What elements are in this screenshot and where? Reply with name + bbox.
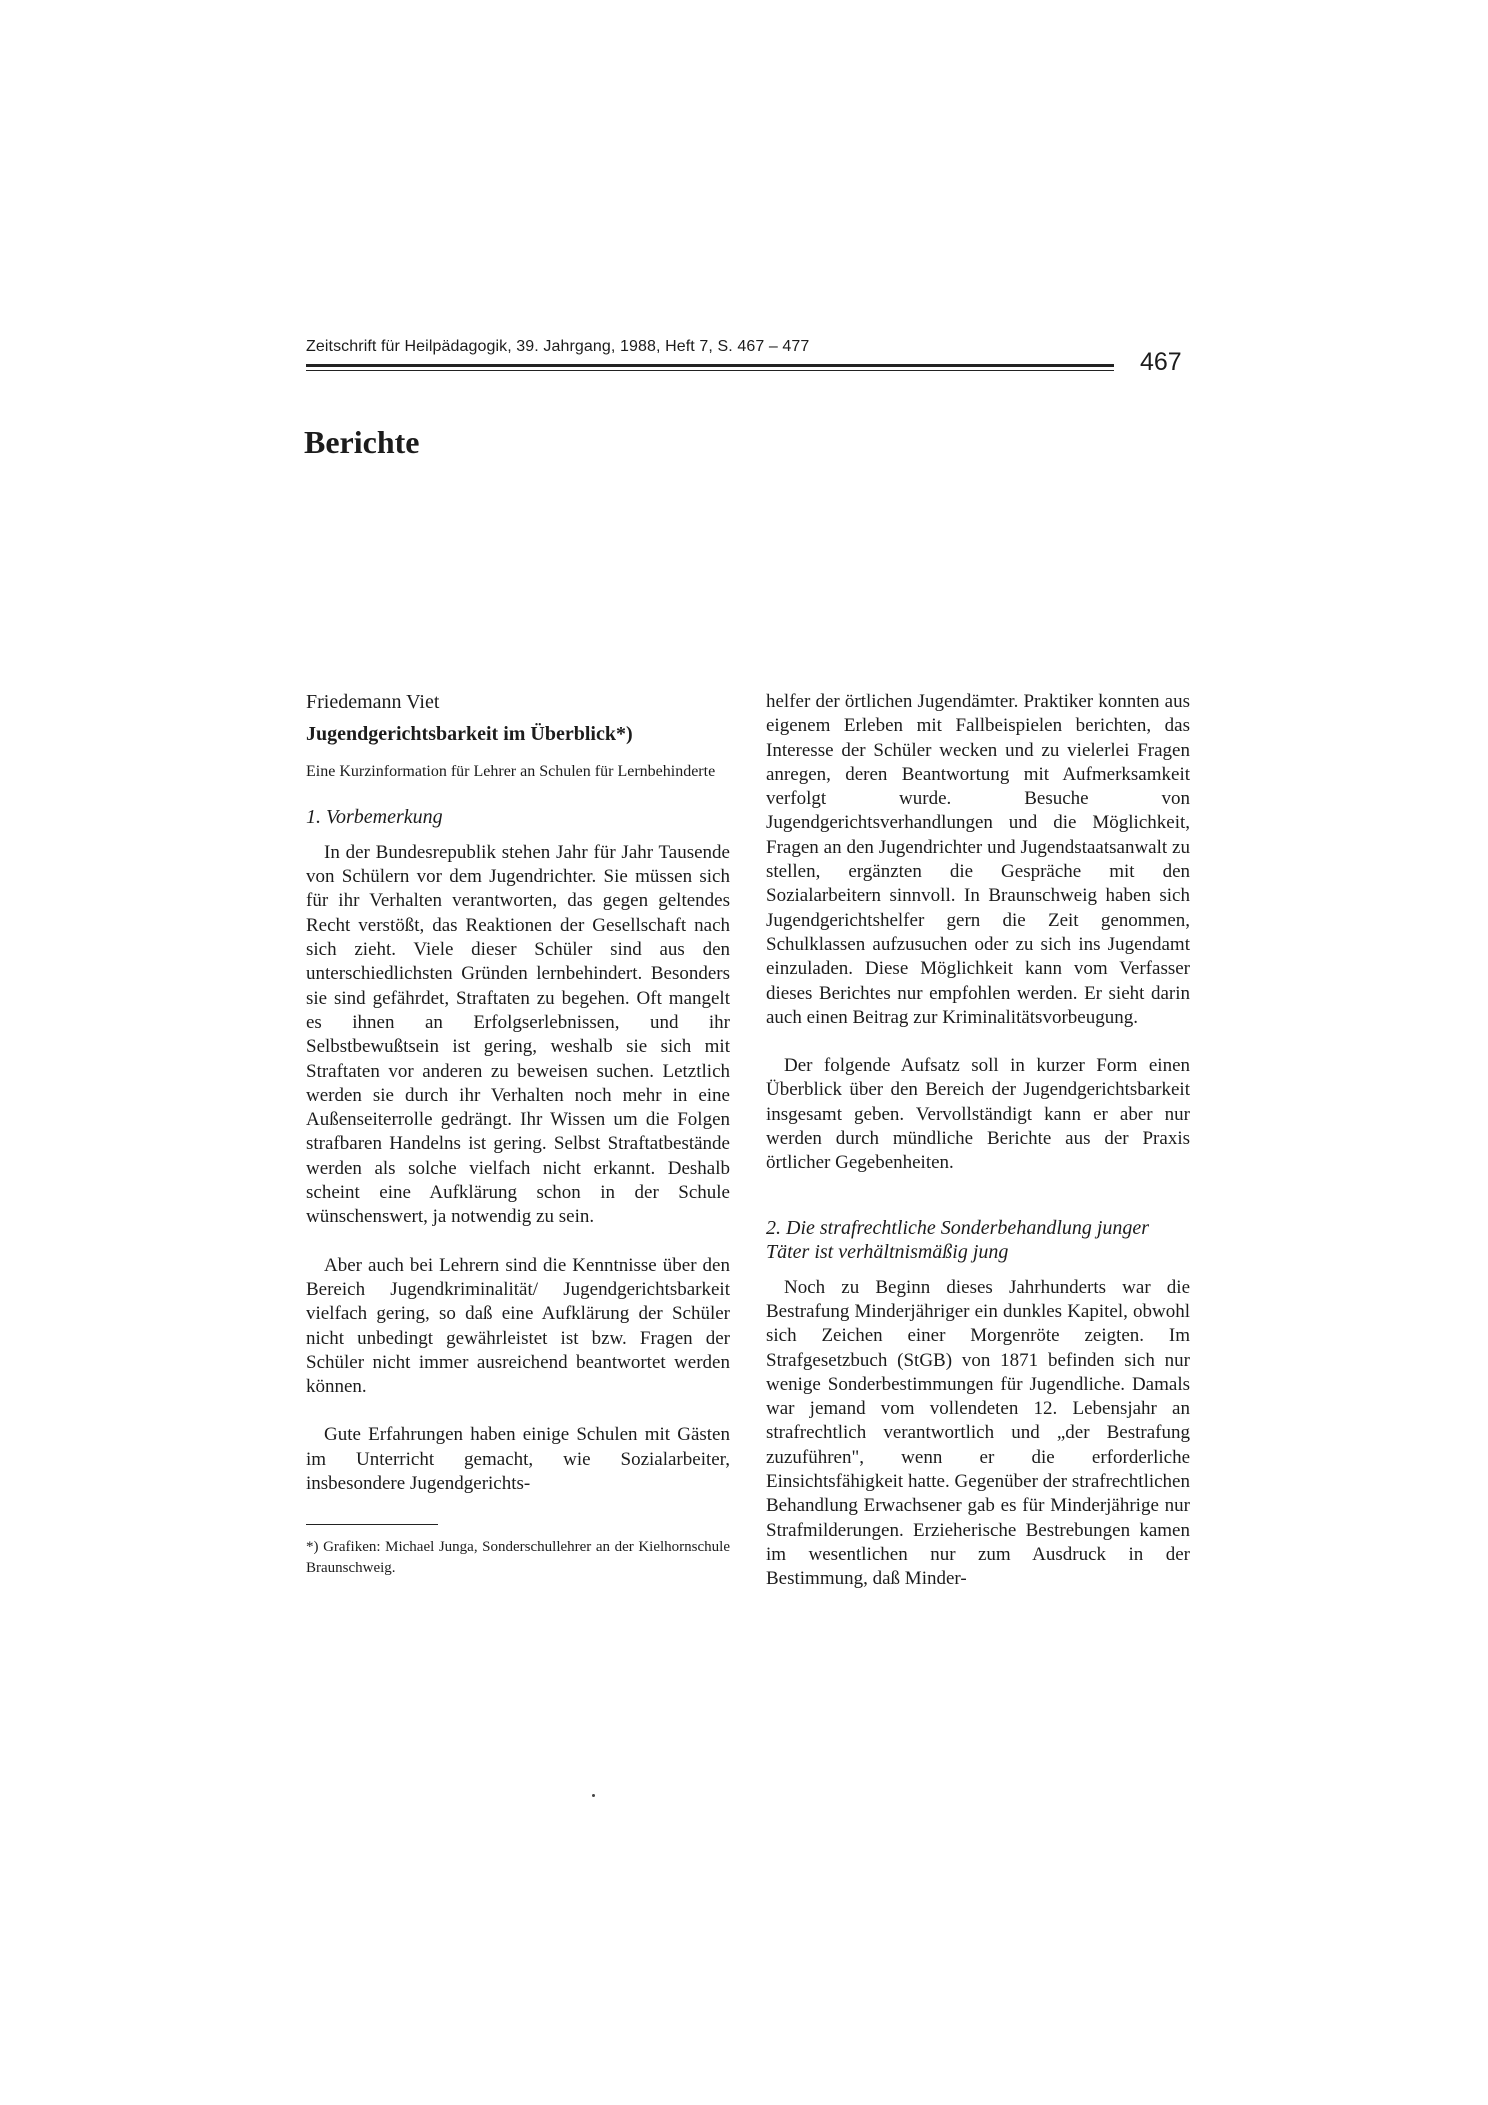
paragraph: Aber auch bei Lehrern sind die Kenntnisse über den Bereich Jugendkriminalität/ Jugendgerichtsbarkeit vielfach gering, so daß eine Aufklärung der Schüler nicht unbedingt gewährleistet ist bzw. Fragen der Schüler nicht immer ausreichend beantwortet werden können.: [306, 1254, 730, 1398]
paragraph: Der folgende Aufsatz soll in kurzer Form einen Überblick über den Bereich der Jugendgerichtsbarkeit insgesamt geben. Vervollständigt kann er aber nur werden durch mündliche Berichte aus der Praxis örtlicher Gegebenheiten.: [766, 1055, 1190, 1174]
paragraph: helfer der örtlichen Jugendämter. Praktiker konnten aus eigenem Erleben mit Fallbeispielen berichten, das Interesse der Schüler wecken und zu vielerlei Fragen anregen, deren Beantwortung mit Aufmerksamkeit verfolgt wurde. Besuche von Jugendgerichtsverhandlungen und die Möglichkeit, Fragen an den Jugendrichter und Jugendstaatsanwalt zu stellen, ergänzten die Gespräche mit den Sozialarbeitern sinnvoll. In Braunschweig haben sich Jugendgerichtshelfer gern die Zeit genommen, Schulklassen aufzusuchen oder zu sich ins Jugendamt einzuladen. Diese Möglichkeit kann vom Verfasser dieses Berichtes nur empfohlen werden. Er sieht darin auch einen Beitrag zur Kriminalitätsvorbeugung.: [766, 691, 1190, 1028]
header-rule-thin: [306, 370, 1114, 371]
scan-speck: [592, 1794, 595, 1797]
article-subtitle: Eine Kurzinformation für Lehrer an Schulen für Lernbehinderte: [306, 762, 716, 780]
paragraph: Gute Erfahrungen haben einige Schulen mit Gästen im Unterricht gemacht, wie Sozialarbeiter, insbesondere Jugendgerichts-: [306, 1424, 730, 1495]
right-column: [766, 690, 1190, 1592]
paragraph: Noch zu Beginn dieses Jahrhunderts war die Bestrafung Minderjähriger ein dunkles Kapitel, obwohl sich Zeichen einer Morgenröte zeigten. Im Strafgesetzbuch (StGB) von 1871 befinden sich nur wenige Sonderbestimmungen für Jugendliche. Damals war jemand vom vollendeten 12. Lebensjahr an strafrechtlich verantwortlich und „der Bestrafung zuzuführen", wenn er die erforderliche Einsichtsfähigkeit hatte. Gegenüber der strafrechtlichen Behandlung Erwachsener gab es für Minderjährige nur Strafmilderungen. Erzieherische Bestrebungen kamen im wesentlichen nur zum Ausdruck in der Bestimmung, daß Minder-: [766, 1276, 1190, 1590]
paragraph: In der Bundesrepublik stehen Jahr für Jahr Tausende von Schülern vor dem Jugendrichter. Sie müssen sich für ihr Verhalten verantworten, das gegen geltendes Recht verstößt, das Reaktionen der Gesellschaft nach sich zieht. Viele dieser Schüler sind aus den unterschiedlichsten Gründen lernbehindert. Besonders sie sind gefährdet, Straftaten zu begehen. Oft mangelt es ihnen an Erfolgserlebnissen, und ihr Selbstbewußtsein ist gering, weshalb sie sich mit Straftaten vor anderen zu beweisen suchen. Letztlich werden sie durch ihr Verhalten noch mehr in eine Außenseiterrolle gedrängt. Ihr Wissen um die Folgen strafbaren Handelns ist gering. Selbst Straftatbestände werden als solche vielfach nicht erkannt. Deshalb scheint eine Aufklärung schon in der Schule wünschenswert, ja notwendig zu sein.: [306, 841, 730, 1228]
journal-citation: Zeitschrift für Heilpädagogik, 39. Jahrgang, 1988, Heft 7, S. 467 – 477: [306, 338, 810, 355]
header-rule-thick: [306, 364, 1114, 367]
page-number: 467: [1140, 348, 1182, 376]
section-heading: Berichte: [304, 424, 420, 460]
footnote-rule: [306, 1524, 438, 1525]
author-name: Friedemann Viet: [306, 691, 440, 713]
footnote: *) Grafiken: Michael Junga, Sonderschullehrer an der Kielhornschule Braunschweig.: [306, 1539, 730, 1577]
section2-heading: 2. Die strafrechtliche Sonderbehandlung junger Täter ist verhältnismäßig jung: [766, 1216, 1150, 1263]
section1-heading: 1. Vorbemerkung: [306, 805, 443, 828]
left-column: [306, 690, 730, 1579]
article-title: Jugendgerichtsbarkeit im Überblick*): [306, 723, 633, 746]
